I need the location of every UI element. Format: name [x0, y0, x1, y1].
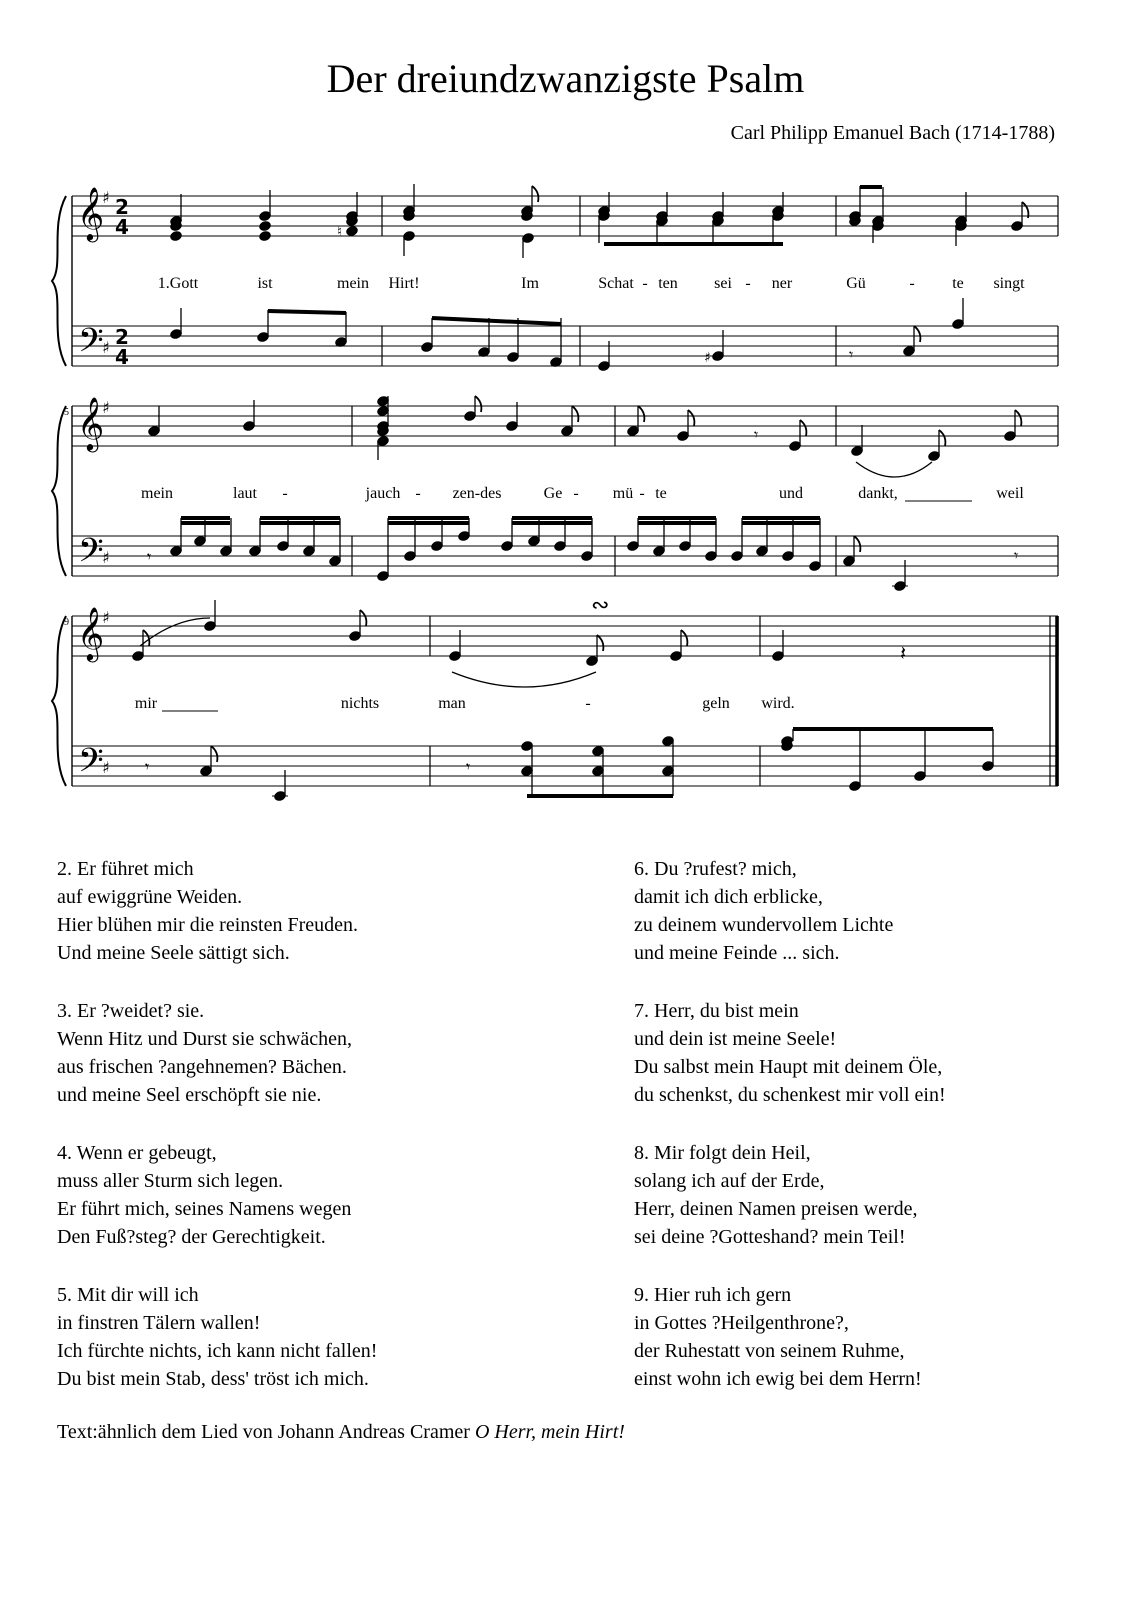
lyric-syllable: - — [642, 275, 648, 292]
lyric-syllable: Im — [521, 275, 539, 292]
lyric-syllable: und — [779, 485, 803, 502]
treble-clef-icon: 𝄞 — [77, 606, 105, 660]
credit-work-title: O Herr, mein Hirt! — [474, 1421, 625, 1443]
lyric-syllable: - — [415, 485, 421, 502]
verses-left-column — [57, 855, 377, 1423]
time-signature-denominator: 4 — [115, 215, 129, 239]
lyric-syllable: - — [585, 695, 591, 712]
note-flag — [800, 420, 806, 436]
brace — [52, 616, 66, 786]
note-flag — [597, 635, 603, 651]
lyric-syllable: Gü — [846, 275, 866, 292]
lyric-syllable: jauch — [365, 485, 401, 502]
verse-7: 7. Herr, du bist mein und dein ist meine Seele! Du salbst mein Haupt mit deinem Öle, du schenkst, du schenkest mir voll ein! — [634, 1000, 946, 1106]
lyric-syllable: dankt, — [858, 485, 898, 502]
note-flag — [360, 610, 366, 626]
page-title: Der dreiundzwanzigste Psalm — [326, 56, 805, 101]
text-credit: Text:ähnlich dem Lied von Johann Andreas Cramer O Herr, mein Hirt! — [57, 1421, 625, 1443]
sharp-icon: ♯ — [102, 608, 110, 627]
slur — [856, 462, 932, 477]
note-head — [170, 230, 183, 241]
bass-clef-icon: 𝄢 — [78, 742, 104, 788]
sharp-icon: ♯ — [102, 758, 110, 777]
verse-8: 8. Mir folgt dein Heil, solang ich auf der Erde, Herr, deinen Namen preisen werde, sei deine ?Gotteshand? mein Teil! — [634, 1142, 918, 1248]
sharp-icon: ♯ — [102, 338, 110, 357]
beam — [268, 311, 346, 313]
brace — [52, 196, 66, 366]
lyric-syllable: ten — [658, 275, 678, 292]
lyric-syllable: mein — [141, 485, 173, 502]
lyric-syllable: mir — [134, 695, 158, 712]
slur — [140, 618, 210, 646]
verse-2: 2. Er führet mich auf ewiggrüne Weiden. Hier blühen mir die reinsten Freuden. Und meine Seele sättigt sich. — [57, 858, 359, 964]
rest-icon: 𝄾 — [1014, 546, 1019, 565]
verses-right-column — [634, 855, 946, 1423]
lyric-syllable: te — [952, 275, 964, 292]
time-signature-numerator: 2 — [115, 195, 129, 219]
note-flag — [211, 746, 217, 762]
lyric-syllable: man — [438, 695, 466, 712]
rest-icon: 𝄾 — [849, 345, 854, 364]
turn-ornament-icon: ∾ — [591, 593, 610, 618]
note-flag — [572, 406, 578, 422]
lyric-syllable: wird. — [761, 695, 795, 712]
lyric-syllable: singt — [993, 275, 1025, 292]
lyric-syllable: mein — [337, 275, 369, 292]
note-flag — [532, 186, 538, 202]
measure-number: 5 — [64, 407, 69, 418]
treble-clef-icon: 𝄞 — [77, 396, 105, 450]
lyric-syllable: 1.Gott — [157, 275, 199, 292]
sharp-icon: ♯ — [704, 350, 711, 366]
lyric-syllable: Ge — [543, 485, 563, 502]
lyric-syllable: - — [745, 275, 751, 292]
rest-icon: 𝄾 — [147, 547, 152, 566]
verse-5: 5. Mit dir will ich in finstren Tälern wallen! Ich fürchte nichts, ich kann nicht fallen! Du bist mein Stab, dess' tröst ich mich. — [57, 1284, 378, 1390]
lyric-syllable: ner — [771, 275, 793, 292]
time-signature-numerator: 2 — [115, 325, 129, 349]
lyric-syllable: geln — [702, 695, 730, 712]
quarter-rest-icon: 𝄽 — [900, 641, 907, 665]
lyric-syllable: weil — [996, 485, 1024, 502]
lyric-syllable: laut — [233, 485, 257, 502]
lyric-syllable: Hirt! — [388, 275, 420, 292]
note-flag — [681, 630, 687, 646]
rest-icon: 𝄾 — [145, 757, 150, 776]
rest-icon: 𝄾 — [466, 757, 471, 776]
lyric-syllable: sei — [714, 275, 732, 292]
slur — [452, 672, 596, 687]
note-flag — [914, 326, 920, 342]
time-signature-denominator: 4 — [115, 345, 129, 369]
sharp-icon: ♯ — [102, 398, 110, 417]
brace — [52, 406, 66, 576]
lyric-syllable: ist — [257, 275, 273, 292]
score-text — [64, 186, 1025, 788]
note-head — [259, 230, 272, 241]
beam — [432, 318, 561, 324]
note-head — [259, 220, 272, 231]
sharp-icon: ♯ — [102, 548, 110, 567]
lyric-syllable: mü — [612, 485, 634, 502]
lyric-syllable: - — [282, 485, 288, 502]
natural-icon: ♮ — [337, 224, 343, 240]
verse-3: 3. Er ?weidet? sie. Wenn Hitz und Durst sie schwächen, aus frischen ?angehnemen? Bächen. und meine Seel erschöpft sie nie. — [57, 1000, 352, 1106]
lyric-syllable: - — [909, 275, 915, 292]
lyric-syllable: - — [573, 485, 579, 502]
sharp-icon: ♯ — [102, 188, 110, 207]
note-flag — [854, 536, 860, 552]
lyric-syllable: - — [639, 485, 645, 502]
composer-credit: Carl Philipp Emanuel Bach (1714-1788) — [730, 122, 1055, 144]
note-flag — [475, 396, 481, 412]
bass-clef-icon: 𝄢 — [78, 322, 104, 368]
treble-clef-icon: 𝄞 — [77, 186, 105, 240]
lyric-syllable: Schat — [598, 275, 634, 292]
lyric-syllable: te — [655, 485, 667, 502]
lyric-syllable: zen-des — [452, 485, 502, 502]
bass-clef-icon: 𝄢 — [78, 532, 104, 578]
note-head — [346, 225, 359, 236]
verse-4: 4. Wenn er gebeugt, muss aller Sturm sich legen. Er führt mich, seines Namens wegen Den Fuß?steg? der Gerechtigkeit. — [57, 1142, 352, 1248]
lyric-syllable: nichts — [340, 695, 380, 712]
rest-icon: 𝄾 — [754, 425, 759, 444]
verse-9: 9. Hier ruh ich gern in Gottes ?Heilgenthrone?, der Ruhestatt von seinem Ruhme, einst wohn ich ewig bei dem Herrn! — [634, 1284, 922, 1390]
note-flag — [1015, 410, 1021, 426]
note-flag — [939, 430, 945, 446]
note-flag — [638, 406, 644, 422]
verse-6: 6. Du ?rufest? mich, damit ich dich erblicke, zu deinem wundervollem Lichte und meine Feinde ... sich. — [634, 858, 894, 964]
note-flag — [688, 410, 694, 426]
measure-number: 9 — [64, 617, 69, 628]
